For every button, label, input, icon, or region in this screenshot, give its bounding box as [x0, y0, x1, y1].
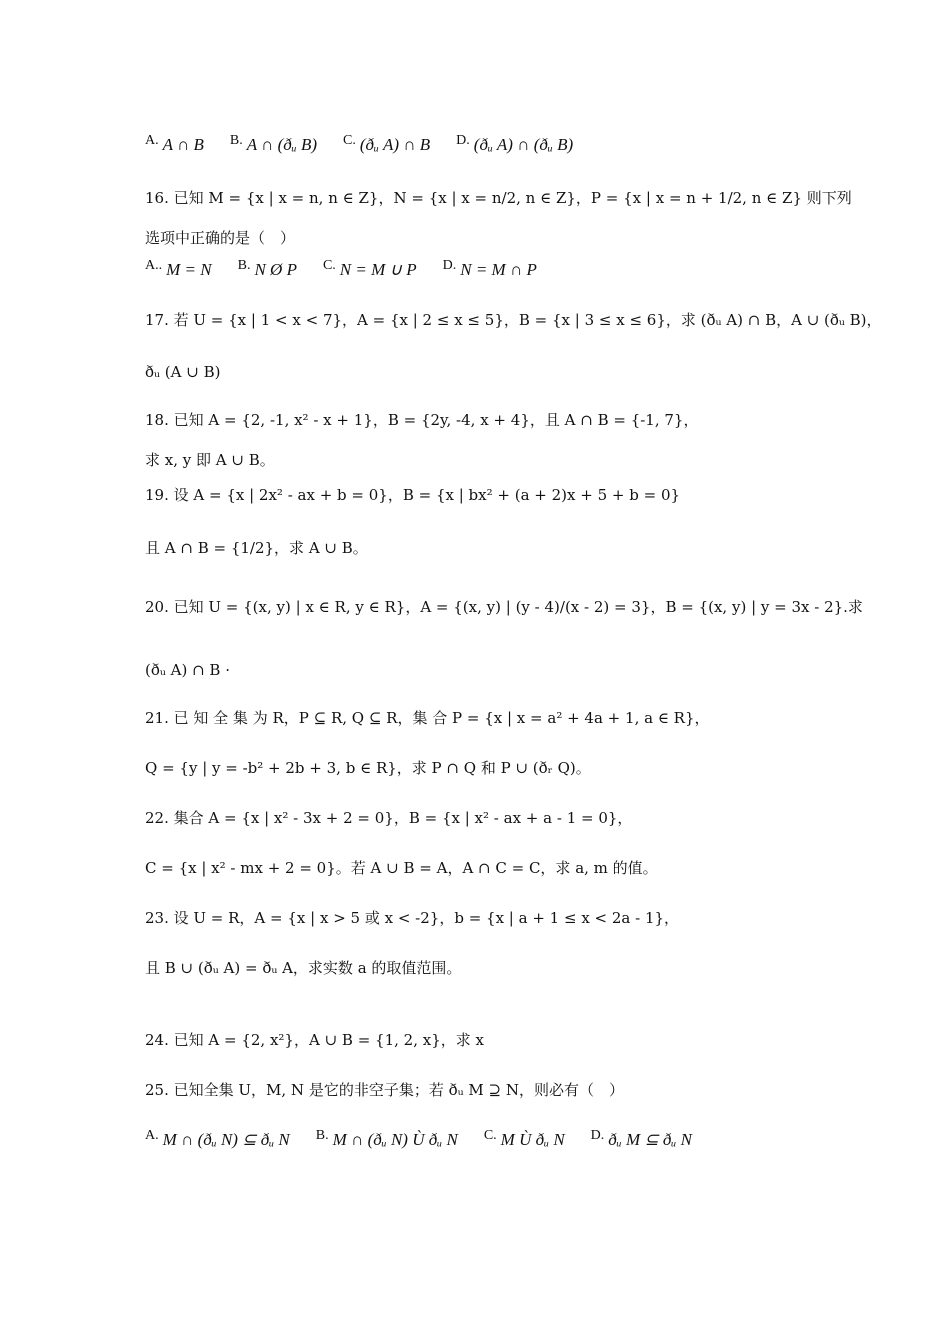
option-math: ðᵤ M ⊆ ðᵤ N — [608, 1130, 693, 1149]
option-math: (ðᵤ A) ∩ B — [359, 135, 431, 154]
problem-line-q15opts — [145, 135, 830, 157]
option-q16opts-2 — [322, 258, 417, 279]
option-q15opts-1 — [229, 133, 318, 154]
problem-line-q16b: 选项中正确的是（ ） — [145, 229, 296, 247]
problem-line-q19a: 19. 设 A = {x | 2x² - ax + b = 0}，B = {x | bx² + (a + 2)x + 5 + b = 0} — [145, 486, 681, 504]
option-q16opts-3 — [442, 258, 537, 279]
problem-line-q20b: (ðᵤ A) ∩ B · — [145, 661, 230, 679]
option-label: D. — [590, 1128, 605, 1143]
option-math: M Ù ðᵤ N — [500, 1130, 565, 1149]
problem-line-q24: 24. 已知 A = {2, x²}，A ∪ B = {1, 2, x}，求 x — [145, 1031, 484, 1049]
option-math: N = M ∩ P — [460, 260, 537, 279]
problem-line-q23b: 且 B ∪ (ðᵤ A) = ðᵤ A，求实数 a 的取值范围。 — [145, 959, 462, 977]
problem-line-q21b: Q = {y | y = -b² + 2b + 3, b ∈ R}，求 P ∩ Q 和 P ∪ (ðᵣ Q)。 — [145, 759, 591, 777]
option-q15opts-2 — [343, 133, 431, 154]
option-label: C. — [483, 1128, 497, 1143]
problem-line-q18a: 18. 已知 A = {2, -1, x² - x + 1}，B = {2y, -4, x + 4}，且 A ∩ B = {-1, 7}， — [145, 411, 699, 429]
option-math: M ∩ (ðᵤ N) Ù ðᵤ N — [332, 1130, 458, 1149]
option-label: A. — [145, 133, 159, 148]
problem-line-q16a: 16. 已知 M = {x | x = n, n ∈ Z}，N = {x | x = n/2, n ∈ Z}，P = {x | x = n + 1/2, n ∈ Z} 则下列 — [145, 189, 852, 207]
option-q16opts-0 — [145, 258, 212, 279]
problem-line-q20a: 20. 已知 U = {(x, y) | x ∈ R, y ∈ R}，A = {(x, y) | (y - 4)/(x - 2) = 3}，B = {(x, y) | y = 3x - 2}.求 — [145, 598, 863, 616]
option-math: M = N — [166, 260, 212, 279]
problem-line-q18b: 求 x, y 即 A ∪ B。 — [145, 451, 275, 469]
option-q15opts-3 — [456, 133, 574, 154]
option-label: B. — [315, 1128, 329, 1143]
problem-line-q22a: 22. 集合 A = {x | x² - 3x + 2 = 0}，B = {x | x² - ax + a - 1 = 0}， — [145, 809, 633, 827]
option-q25opts-2 — [483, 1128, 565, 1149]
problem-line-q17b: ðᵤ (A ∪ B) — [145, 363, 221, 381]
problem-line-q21a: 21. 已 知 全 集 为 R，P ⊆ R, Q ⊆ R，集 合 P = {x | x = a² + 4a + 1, a ∈ R}， — [145, 709, 710, 727]
option-label: D. — [456, 133, 470, 148]
option-math: M ∩ (ðᵤ N) ⊆ ðᵤ N — [162, 1130, 290, 1149]
option-label: A. — [145, 1128, 159, 1143]
option-q15opts-0 — [145, 133, 204, 154]
option-label: B. — [229, 133, 243, 148]
problem-line-q17a: 17. 若 U = {x | 1 < x < 7}，A = {x | 2 ≤ x ≤ 5}，B = {x | 3 ≤ x ≤ 6}，求 (ðᵤ A) ∩ B，A ∪ (ðᵤ B)， — [145, 311, 882, 329]
option-q25opts-0 — [145, 1128, 290, 1149]
option-math: N = M ∪ P — [339, 260, 417, 279]
option-label: A.. — [145, 258, 163, 273]
option-math: N Ø P — [254, 260, 297, 279]
option-math: (ðᵤ A) ∩ (ðᵤ B) — [473, 135, 574, 154]
problem-line-q19b: 且 A ∩ B = {1/2}，求 A ∪ B。 — [145, 539, 368, 557]
option-q25opts-1 — [315, 1128, 458, 1149]
problem-line-q25: 25. 已知全集 U，M, N 是它的非空子集；若 ðᵤ M ⊇ N，则必有（ ） — [145, 1081, 624, 1099]
option-math: A ∩ (ðᵤ B) — [246, 135, 318, 154]
option-q16opts-1 — [237, 258, 297, 279]
option-label: C. — [343, 133, 356, 148]
problem-line-q16opts — [145, 260, 830, 282]
option-label: C. — [322, 258, 336, 273]
option-math: A ∩ B — [162, 135, 204, 154]
option-label: D. — [442, 258, 457, 273]
option-q25opts-3 — [590, 1128, 693, 1149]
problem-line-q23a: 23. 设 U = R，A = {x | x > 5 或 x < -2}，b = {x | a + 1 ≤ x < 2a - 1}， — [145, 909, 680, 927]
problem-line-q25opts — [145, 1130, 830, 1152]
problem-line-q22b: C = {x | x² - mx + 2 = 0}。若 A ∪ B = A，A ∩ C = C，求 a, m 的值。 — [145, 859, 658, 877]
option-label: B. — [237, 258, 251, 273]
